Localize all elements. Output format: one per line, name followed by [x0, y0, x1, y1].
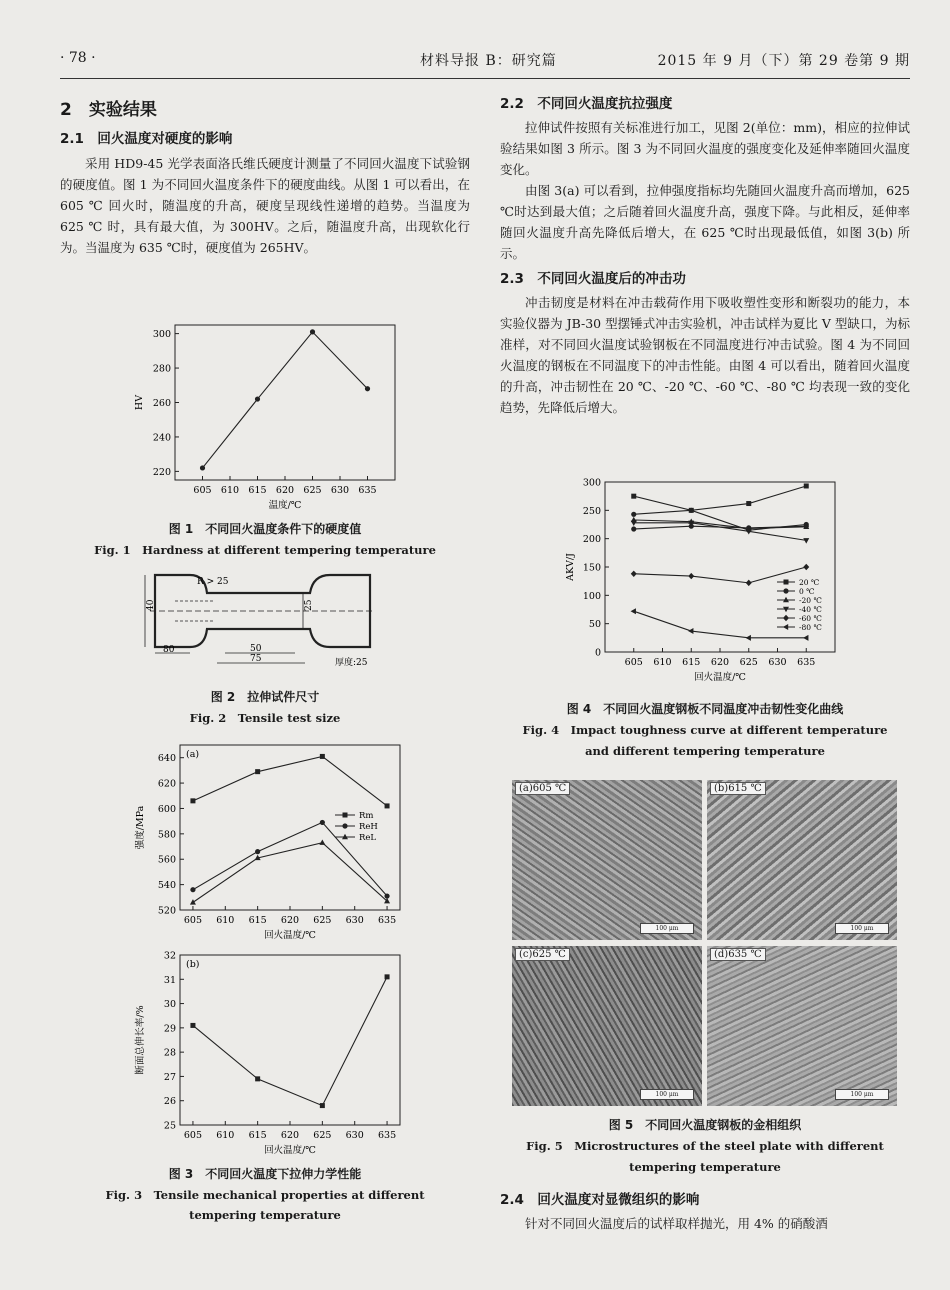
section-2-4-heading: 2.4 回火温度对显微组织的影响 — [500, 1192, 700, 1208]
fig2-caption-en: Fig. 2 Tensile test size — [189, 711, 341, 725]
fig3-caption-en-2: tempering temperature — [189, 1208, 341, 1222]
y-tick-label: 31 — [163, 974, 176, 986]
data-point — [190, 899, 196, 904]
fig3-caption-cn: 图 3 不同回火温度下拉伸力学性能 — [168, 1167, 362, 1181]
fig3a-strength-chart — [125, 735, 415, 950]
x-tick-label: 620 — [275, 485, 295, 496]
fig1-caption-en: Fig. 1 Hardness at different tempering temperature — [94, 543, 436, 557]
y-tick-label: 520 — [157, 905, 176, 917]
data-point — [319, 840, 325, 845]
micrograph-635-label: (d)635 ℃ — [710, 948, 766, 961]
micrograph-635-scalebar: 100 μm — [835, 1089, 889, 1100]
data-point — [631, 526, 636, 531]
x-tick-label: 610 — [220, 485, 240, 496]
data-point — [200, 465, 205, 470]
legend-label: Rm — [359, 811, 374, 821]
y-axis-label: AKV/J — [565, 553, 576, 581]
section-2-2-body-b: 由图 3(a) 可以看到，拉伸强度指标均先随回火温度升高而增加，625 ℃时达到最大值；之后随着回火温度升高，强度下降。与此相反，延伸率随回火温度升高先降低后增大，在 625 ℃时出现最低值，如图 3(b) 所示。 — [500, 183, 910, 261]
x-tick-label: 635 — [377, 915, 397, 926]
y-axis-label: 强度/MPa — [135, 805, 146, 850]
y-tick-label: 300 — [582, 477, 601, 489]
series-line--80℃ — [634, 611, 807, 638]
y-tick-label: 100 — [582, 590, 601, 602]
data-point — [255, 396, 260, 401]
y-tick-label: 540 — [157, 880, 176, 892]
data-point — [385, 803, 390, 808]
data-point — [255, 849, 260, 854]
dim-50: 50 — [250, 644, 262, 654]
y-tick-label: 25 — [163, 1120, 176, 1132]
issue-info: 2015 年 9 月（下）第 29 卷第 9 期 — [657, 53, 910, 69]
data-point — [746, 635, 751, 641]
fig1-caption-cn: 图 1 不同回火温度条件下的硬度值 — [168, 522, 362, 536]
y-tick-label: 27 — [163, 1071, 176, 1083]
legend-label: -60 ℃ — [799, 614, 822, 623]
dim-r: R > 25 — [197, 577, 229, 587]
dim-thickness: 厚度:25 — [335, 658, 368, 668]
micrograph-635 — [707, 946, 897, 1106]
section-2-1-heading: 2.1 回火温度对硬度的影响 — [60, 131, 233, 147]
legend-label: -40 ℃ — [799, 605, 822, 614]
y-tick-label: 30 — [163, 999, 176, 1011]
y-tick-label: 250 — [582, 505, 601, 517]
x-tick-label: 620 — [280, 1130, 300, 1141]
x-tick-label: 610 — [653, 657, 672, 668]
series-line-20℃ — [634, 486, 807, 510]
micrograph-615-scalebar: 100 μm — [835, 923, 889, 934]
data-point — [343, 813, 348, 818]
y-tick-label: 26 — [163, 1096, 176, 1108]
y-tick-label: 0 — [594, 647, 601, 659]
legend-label: 0 ℃ — [799, 587, 815, 596]
micrograph-605-scalebar: 100 μm — [640, 923, 694, 934]
x-tick-label: 630 — [345, 915, 364, 926]
y-axis-label: HV — [134, 394, 145, 411]
x-axis-label: 温度/℃ — [268, 500, 302, 511]
panel-label: (a) — [186, 749, 200, 760]
page-number: · 78 · — [60, 50, 96, 66]
x-tick-label: 615 — [248, 485, 267, 496]
micrograph-625 — [512, 946, 702, 1106]
fig3-caption-en-1: Fig. 3 Tensile mechanical properties at different — [105, 1188, 425, 1202]
data-point — [320, 754, 325, 759]
micrograph-605 — [512, 780, 702, 940]
x-tick-label: 610 — [216, 915, 235, 926]
data-point — [783, 588, 788, 593]
data-point — [803, 564, 809, 570]
series-line-main — [203, 332, 368, 468]
x-tick-label: 630 — [768, 657, 787, 668]
data-point — [784, 580, 789, 585]
running-header — [60, 50, 910, 79]
series-line--60℃ — [634, 567, 807, 583]
section-2-2-body-a: 拉伸试件按照有关标准进行加工，见图 2(单位：mm)，相应的拉伸试验结果如图 3 所示。图 3 为不同回火温度的强度变化及延伸率随回火温度变化。 — [500, 120, 910, 177]
x-tick-label: 605 — [183, 1130, 203, 1141]
y-tick-label: 240 — [152, 432, 171, 444]
data-point — [803, 538, 809, 543]
y-tick-label: 580 — [157, 829, 176, 841]
series-line-Rm — [193, 756, 387, 806]
data-point — [255, 769, 260, 774]
x-tick-label: 625 — [313, 915, 332, 926]
data-point — [310, 329, 315, 334]
fig4-caption-cn: 图 4 不同回火温度钢板不同温度冲击韧性变化曲线 — [566, 702, 844, 716]
x-tick-label: 615 — [248, 1130, 267, 1141]
data-point — [783, 615, 789, 621]
dim-80: 80 — [163, 645, 175, 655]
x-axis-label: 回火温度/℃ — [264, 1145, 316, 1155]
x-tick-label: 605 — [193, 485, 212, 496]
data-point — [688, 628, 693, 634]
series-line-ReH — [193, 822, 387, 896]
fig5-caption-en-2: tempering temperature — [629, 1160, 781, 1174]
left-column — [60, 100, 470, 258]
data-point — [385, 974, 390, 979]
y-tick-label: 560 — [157, 854, 176, 866]
x-tick-label: 625 — [739, 657, 758, 668]
data-point — [342, 823, 347, 828]
data-point — [631, 608, 636, 614]
y-axis-label: 断面总伸长率/% — [135, 1005, 146, 1075]
micrograph-625-scalebar: 100 μm — [640, 1089, 694, 1100]
x-tick-label: 605 — [183, 915, 203, 926]
y-tick-label: 220 — [152, 466, 171, 478]
y-tick-label: 640 — [157, 753, 176, 765]
x-tick-label: 605 — [624, 657, 643, 668]
data-point — [746, 525, 751, 530]
micrograph-615 — [707, 780, 897, 940]
data-point — [320, 820, 325, 825]
y-tick-label: 28 — [163, 1047, 176, 1059]
x-tick-label: 620 — [710, 657, 730, 668]
section-2-2-heading: 2.2 不同回火温度抗拉强度 — [500, 96, 673, 112]
data-point — [320, 1103, 325, 1108]
plot-frame — [175, 325, 395, 480]
data-point — [631, 512, 636, 517]
y-tick-label: 50 — [588, 619, 601, 631]
data-point — [384, 893, 389, 898]
data-point — [783, 624, 788, 630]
data-point — [804, 524, 809, 529]
y-tick-label: 200 — [582, 534, 601, 546]
y-tick-label: 150 — [582, 562, 601, 574]
x-tick-label: 625 — [313, 1130, 332, 1141]
y-tick-label: 280 — [152, 363, 171, 375]
x-tick-label: 630 — [330, 485, 350, 496]
x-tick-label: 625 — [303, 485, 322, 496]
legend-label: -80 ℃ — [799, 623, 822, 632]
right-column — [500, 94, 910, 418]
journal-name: 材料导报 B：研究篇 — [420, 53, 557, 69]
fig4-caption-en-1: Fig. 4 Impact toughness curve at different temperature — [522, 723, 888, 737]
x-tick-label: 615 — [682, 657, 701, 668]
x-tick-label: 620 — [280, 915, 300, 926]
data-point — [631, 494, 636, 499]
dim-40: 40 — [146, 599, 156, 611]
data-point — [190, 1023, 195, 1028]
series-line-main — [193, 977, 387, 1106]
legend-label: 20 ℃ — [799, 578, 820, 587]
data-point — [746, 580, 752, 586]
data-point — [803, 635, 808, 641]
x-tick-label: 635 — [797, 657, 816, 668]
section-2-1-body: 采用 HD9-45 光学表面洛氏维氏硬度计测量了不同回火温度下试验钢的硬度值。图 1 为不同回火温度条件下的硬度曲线。从图 1 可以看出，在 605 ℃ 回火时，随温度的升高，硬度呈现线性递增的趋势。当温度为 625 ℃ 时，具有最大值，为 300HV。之后，随温度升高，出现软化行为。当温度为 635 ℃时，硬度值为 265HV。 — [60, 156, 470, 255]
section-2-3-heading: 2.3 不同回火温度后的冲击功 — [500, 271, 686, 287]
fig5-caption-en-1: Fig. 5 Microstructures of the steel plate with different — [526, 1139, 884, 1153]
section-2-3-body: 冲击韧度是材料在冲击载荷作用下吸收塑性变形和断裂功的能力，本实验仪器为 JB-30 型摆锤式冲击实验机，冲击试样为夏比 V 型缺口，为标准样，对不同回火温度试验钢板在不同温度进行冲击试验。图 4 为不同回火温度的钢板在不同温度下的冲击性能。由图 4 可以看出，随着回火温度的升高，冲击韧性在 20 ℃、-20 ℃、-60 ℃、-80 ℃ 均表现一致的变化趋势，先降低后增大。 — [500, 295, 910, 415]
y-tick-label: 260 — [152, 398, 171, 409]
panel-label: (b) — [186, 959, 200, 970]
legend-label: -20 ℃ — [799, 596, 822, 605]
x-tick-label: 630 — [345, 1130, 364, 1141]
y-tick-label: 300 — [152, 329, 171, 341]
micrograph-625-label: (c)625 ℃ — [515, 948, 570, 961]
data-point — [804, 483, 809, 488]
plot-frame — [180, 955, 400, 1125]
y-tick-label: 32 — [163, 950, 176, 962]
micrograph-605-label: (a)605 ℃ — [515, 782, 570, 795]
fig1-hardness-chart — [120, 315, 410, 513]
data-point — [190, 798, 195, 803]
section-2-4-body: 针对不同回火温度后的试样取样抛光，用 4% 的硝酸酒 — [525, 1216, 828, 1231]
fig4-caption-en-2: and different tempering temperature — [585, 744, 825, 758]
data-point — [190, 887, 195, 892]
section-2-heading: 2 实验结果 — [60, 100, 157, 120]
x-axis-label: 回火温度/℃ — [264, 930, 316, 941]
micrograph-615-label: (b)615 ℃ — [710, 782, 766, 795]
legend-label: ReH — [359, 822, 378, 832]
y-tick-label: 620 — [157, 778, 176, 790]
right-column-bottom — [500, 1190, 910, 1234]
fig3b-elongation-chart — [125, 945, 415, 1155]
data-point — [365, 386, 370, 391]
fig5-caption-cn: 图 5 不同回火温度钢板的金相组织 — [608, 1118, 802, 1132]
fig2-caption-cn: 图 2 拉伸试件尺寸 — [210, 690, 320, 704]
data-point — [255, 1076, 260, 1081]
dim-75: 75 — [250, 654, 262, 664]
y-tick-label: 29 — [163, 1023, 176, 1035]
fig2-tensile-specimen — [135, 565, 395, 675]
data-point — [689, 524, 694, 529]
x-axis-label: 回火温度/℃ — [694, 672, 746, 683]
data-point — [631, 571, 637, 577]
x-tick-label: 635 — [358, 485, 377, 496]
data-point — [689, 508, 694, 513]
x-tick-label: 615 — [248, 915, 267, 926]
x-tick-label: 610 — [216, 1130, 235, 1141]
y-tick-label: 600 — [157, 803, 176, 815]
x-tick-label: 635 — [377, 1130, 397, 1141]
fig4-impact-chart — [555, 472, 855, 694]
dim-25: 25 — [304, 599, 314, 611]
data-point — [688, 573, 694, 579]
legend-label: ReL — [359, 833, 377, 843]
data-point — [746, 501, 751, 506]
